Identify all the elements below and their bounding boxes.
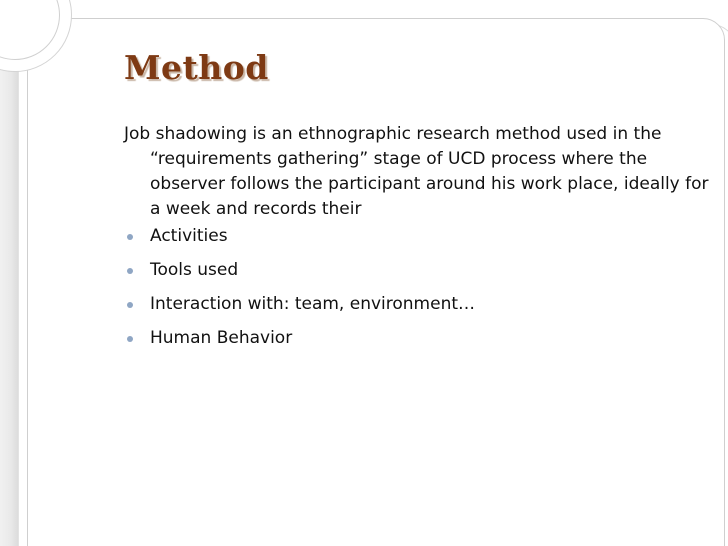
slide-body bbox=[124, 122, 714, 360]
bullet-icon bbox=[127, 336, 133, 342]
list-item bbox=[124, 292, 714, 317]
list-item bbox=[124, 326, 714, 351]
list-item bbox=[124, 258, 714, 283]
list-item-text: Activities bbox=[150, 226, 228, 246]
list-item-text: Tools used bbox=[150, 260, 239, 280]
left-decorative-bar bbox=[0, 0, 18, 546]
bullet-icon bbox=[127, 302, 133, 308]
intro-paragraph: Job shadowing is an ethnographic research method used in the “requirements gathering” stage of UCD process where the observer follows the participant around his work place, ideally for a week and records their bbox=[124, 124, 709, 219]
bullet-icon bbox=[127, 234, 133, 240]
bullet-icon bbox=[127, 268, 133, 274]
list-item-text: Interaction with: team, environment… bbox=[150, 294, 476, 314]
bullet-list bbox=[124, 224, 714, 351]
list-item-text: Human Behavior bbox=[150, 328, 293, 348]
slide-title: Method bbox=[124, 48, 269, 87]
left-bar-edge bbox=[18, 0, 19, 546]
list-item bbox=[124, 224, 714, 249]
